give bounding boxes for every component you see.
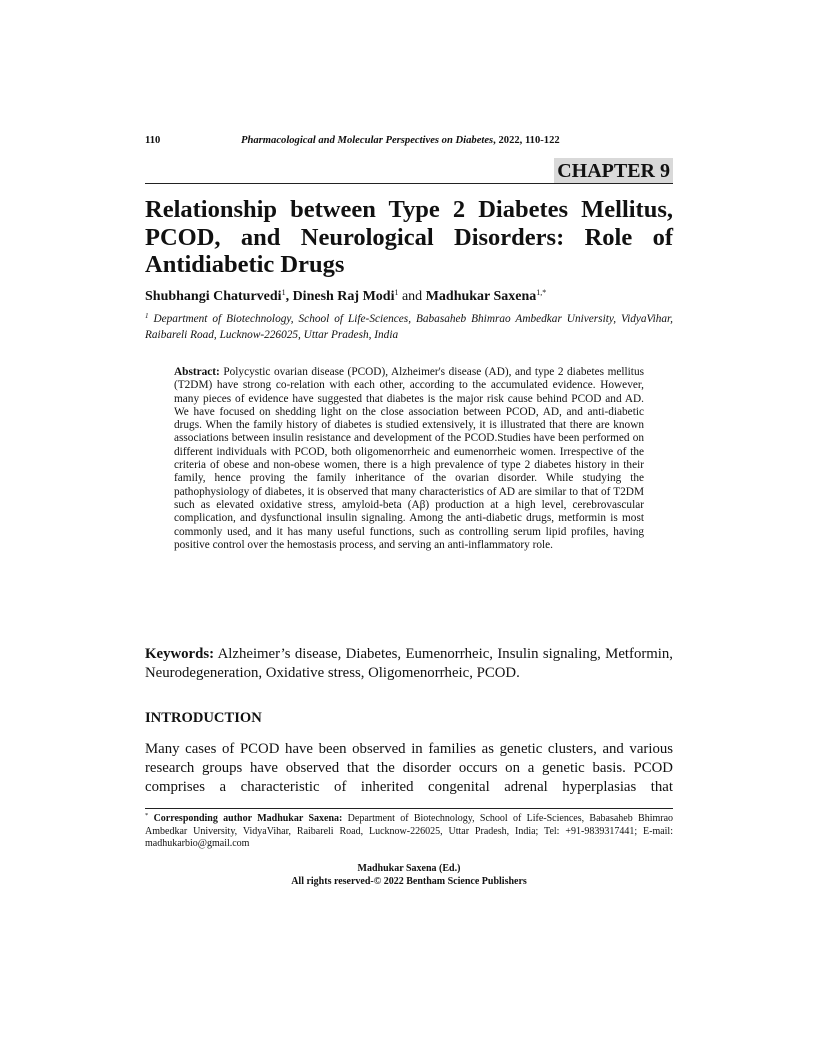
journal-reference — [241, 135, 560, 146]
abstract-label: Abstract: — [174, 366, 220, 378]
introduction-heading: INTRODUCTION — [145, 710, 262, 726]
affiliation-mark: 1 — [394, 288, 399, 297]
author-separator: , — [285, 289, 293, 304]
author-list — [145, 288, 673, 306]
affiliation-mark: 1,* — [536, 288, 547, 297]
author-name: Dinesh Raj Modi — [292, 289, 395, 304]
corresponding-author-footnote — [145, 813, 673, 851]
abstract — [174, 366, 644, 552]
journal-details: , 2022, 110-122 — [493, 135, 560, 146]
footnote-text: Department of Biotechnology, School of Life-Sciences, Babasaheb Bhimrao Ambedkar University, VidyaVihar, Raibareli Road, Lucknow-226025, Uttar Pradesh, India; Tel: +91-9839317441; E-mail: madhukarbio@gmail.com — [145, 813, 674, 849]
footnote-mark: * — [145, 812, 149, 819]
affiliation-mark: 1 — [281, 288, 286, 297]
author-name: Shubhangi Chaturvedi — [145, 289, 282, 304]
author-conjunction: and — [398, 289, 426, 304]
chapter-label: CHAPTER 9 — [554, 158, 673, 183]
editor-line: Madhukar Saxena (Ed.) — [357, 863, 461, 874]
article-title: Relationship between Type 2 Diabetes Mellitus, PCOD, and Neurological Disorders: Role of Antidiabetic Drugs — [145, 196, 673, 278]
footnote-label: Corresponding author Madhukar Saxena: — [153, 813, 343, 824]
author-name: Madhukar Saxena — [425, 289, 537, 304]
author-affiliation — [145, 311, 673, 343]
abstract-text: Polycystic ovarian disease (PCOD), Alzheimer's disease (AD), and type 2 diabetes mellitus (T2DM) have strong co-relation with each other, according to the accumulated evidence. However, many pieces of evidence have suggested that diabetes is the major risk cause behind PCOD and AD. We have focused on shedding light on the close association between PCOD, AD, and anti-diabetic drugs. When the family history of diabetes is studied extensively, it is illustrated that there are known associations between insulin resistance and development of the PCOD.Studies have been performed on different individuals with PCOD, both oligomenorrheic and eumenorrheic women. Irrespective of the criteria of obese and non-obese women, there is a high prevalence of type 2 diabetes history in their family, hence proving the family inheritance of the ovarian disorder. While studying the pathophysiology of diabetes, it is observed that many characteristics of AD are similar to that of T2DM such as elevated oxidative stress, amyloid-beta (Aβ) production at a high level, cerebrovascular complication, and dysfunctional insulin signaling. Among the anti-diabetic drugs, metformin is most commonly used, and it has many useful functions, such as controlling serum lipid profiles, having positive control over the hemostasis process, and serving an anti-inflammatory role. — [174, 366, 644, 551]
keywords-label: Keywords: — [145, 646, 215, 662]
publisher-info — [145, 862, 673, 888]
journal-title: Pharmacological and Molecular Perspectives on Diabetes — [241, 135, 494, 146]
rights-line: All rights reserved-© 2022 Bentham Science Publishers — [291, 876, 527, 887]
page-number: 110 — [145, 135, 161, 146]
footnote-divider — [145, 808, 673, 809]
paper-page — [145, 0, 673, 1056]
introduction-paragraph: Many cases of PCOD have been observed in families as genetic clusters, and various research groups have observed that the disorder occurs on a genetic basis. PCOD comprises a characteristic of inherited congenital adrenal hyperplasias that — [145, 741, 673, 795]
keywords-text: Alzheimer’s disease, Diabetes, Eumenorrheic, Insulin signaling, Metformin, Neurodegeneration, Oxidative stress, Oligomenorrheic, PCOD. — [145, 646, 673, 681]
keywords — [145, 645, 673, 683]
affiliation-number: 1 — [145, 312, 149, 320]
affiliation-text: Department of Biotechnology, School of Life-Sciences, Babasaheb Bhimrao Ambedkar University, VidyaVihar, Raibareli Road, Lucknow-226025, Uttar Pradesh, India — [145, 313, 674, 341]
chapter-divider — [145, 183, 673, 184]
